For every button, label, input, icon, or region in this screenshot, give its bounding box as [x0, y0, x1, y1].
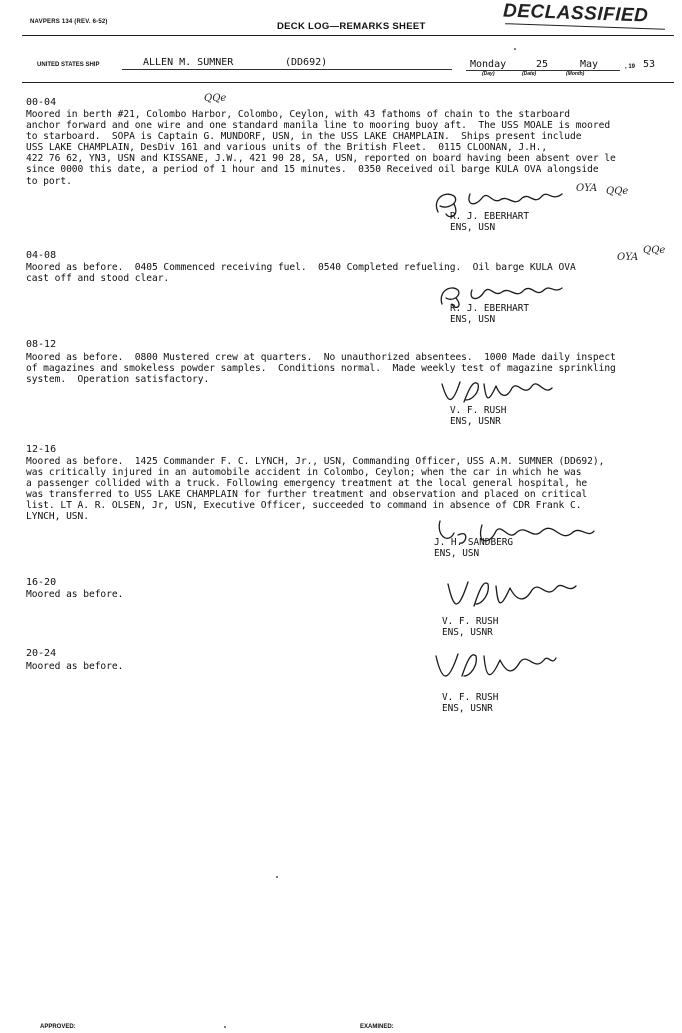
watch-time-0812: 08-12 [26, 339, 57, 350]
watch-entry-0004: Moored in berth #21, Colombo Harbor, Colombo, Ceylon, with 43 fathoms of chain to the starboard anchor forward and one wire and one standard manila line to mooring buoy aft. The USS MOALE is moored to starboard. SOPA is Captain G. MUNDORF, USN, in the USS LAKE CHAMPLAIN. Ships present include USS LAKE CHAMPLAIN, DesDiv 161 and various units of the British Fleet. 0115 CLOONAN, J.H., 422 76 62, YN3, USN and KISSANE, J.W., 421 90 28, SA, USN, reported on board having been absent over le since 0000 this date, a period of 1 hour and 15 minutes. 0350 Received oil barge KULA OVA alongside to port. [26, 109, 616, 187]
year-value: 53 [643, 59, 656, 70]
ship-label: UNITED STATES SHIP [37, 62, 100, 68]
scan-speck [276, 876, 278, 878]
month-value: May [580, 59, 599, 70]
ship-name: ALLEN M. SUMNER [143, 57, 234, 68]
watch-time-1620: 16-20 [26, 577, 57, 588]
header-bottom-rule [22, 82, 674, 83]
watch-entry-0812: Moored as before. 0800 Mustered crew at quarters. No unauthorized absentees. 1000 Made daily inspect of magazines and smokeless powder samples. Conditions normal. Made weekly test of magazine sprinkling system. Operation satisfactory. [26, 352, 616, 386]
handwritten-oya: OYA [576, 183, 598, 194]
year-prefix: , 19 [625, 64, 636, 70]
header-top-rule [22, 35, 674, 36]
date-label: (Date) [522, 71, 537, 77]
examined-label: EXAMINED: [360, 1024, 394, 1030]
watch-time-1216: 12-16 [26, 444, 57, 455]
handwritten-oya: OYA [617, 252, 639, 263]
page-title: DECK LOG—REMARKS SHEET [277, 21, 426, 32]
signer-1620: V. F. RUSH ENS, USNR [442, 616, 499, 638]
approved-label: APPROVED: [40, 1024, 76, 1030]
signer-0812: V. F. RUSH ENS, USNR [450, 405, 507, 427]
signer-1216: J. H. SANDBERG ENS, USN [434, 537, 514, 559]
handwritten-initials: QQe [643, 245, 666, 256]
watch-entry-2024: Moored as before. [26, 661, 124, 672]
scan-speck [514, 48, 516, 50]
watch-entry-0408: Moored as before. 0405 Commenced receiving fuel. 0540 Completed refueling. Oil barge KULA OVA cast off and stood clear. [26, 262, 576, 285]
handwritten-initials: QQe [606, 186, 629, 197]
month-label: (Month) [566, 71, 585, 77]
watch-entry-1216: Moored as before. 1425 Commander F. C. LYNCH, Jr., USN, Commanding Officer, USS A.M. SUMNER (DD692), was critically injured in an automobile accident in Colombo, Ceylon; when the car in which he was a passenger collided with a truck. Following emergency treatment at the local general hospital, he was transferred to USS LAKE CHAMPLAIN for further treatment and observation and placed on critical list. LT A. R. OLSEN, Jr, USN, Executive Officer, succeeded to command in absence of CDR Frank C. LYNCH, USN. [26, 456, 605, 523]
day-label: (Day) [482, 71, 495, 77]
handwritten-initials: QQe [204, 93, 227, 104]
ship-name-underline [122, 69, 452, 70]
watch-time-0004: 00-04 [26, 97, 57, 108]
signer-2024: V. F. RUSH ENS, USNR [442, 692, 499, 714]
date-value: 25 [536, 59, 549, 70]
signer-0408: R. J. EBERHART ENS, USN [450, 303, 530, 325]
declassified-stamp: DECLASSIFIED [502, 0, 649, 27]
form-number: NAVPERS 134 (REV. 6-52) [30, 19, 108, 25]
signer-0004: R. J. EBERHART ENS, USN [450, 211, 530, 233]
watch-time-0408: 04-08 [26, 250, 57, 261]
day-value: Monday [470, 59, 507, 70]
watch-entry-1620: Moored as before. [26, 589, 124, 600]
watch-time-2024: 20-24 [26, 648, 57, 659]
hull-number: (DD692) [285, 57, 328, 68]
scan-speck [224, 1026, 226, 1028]
